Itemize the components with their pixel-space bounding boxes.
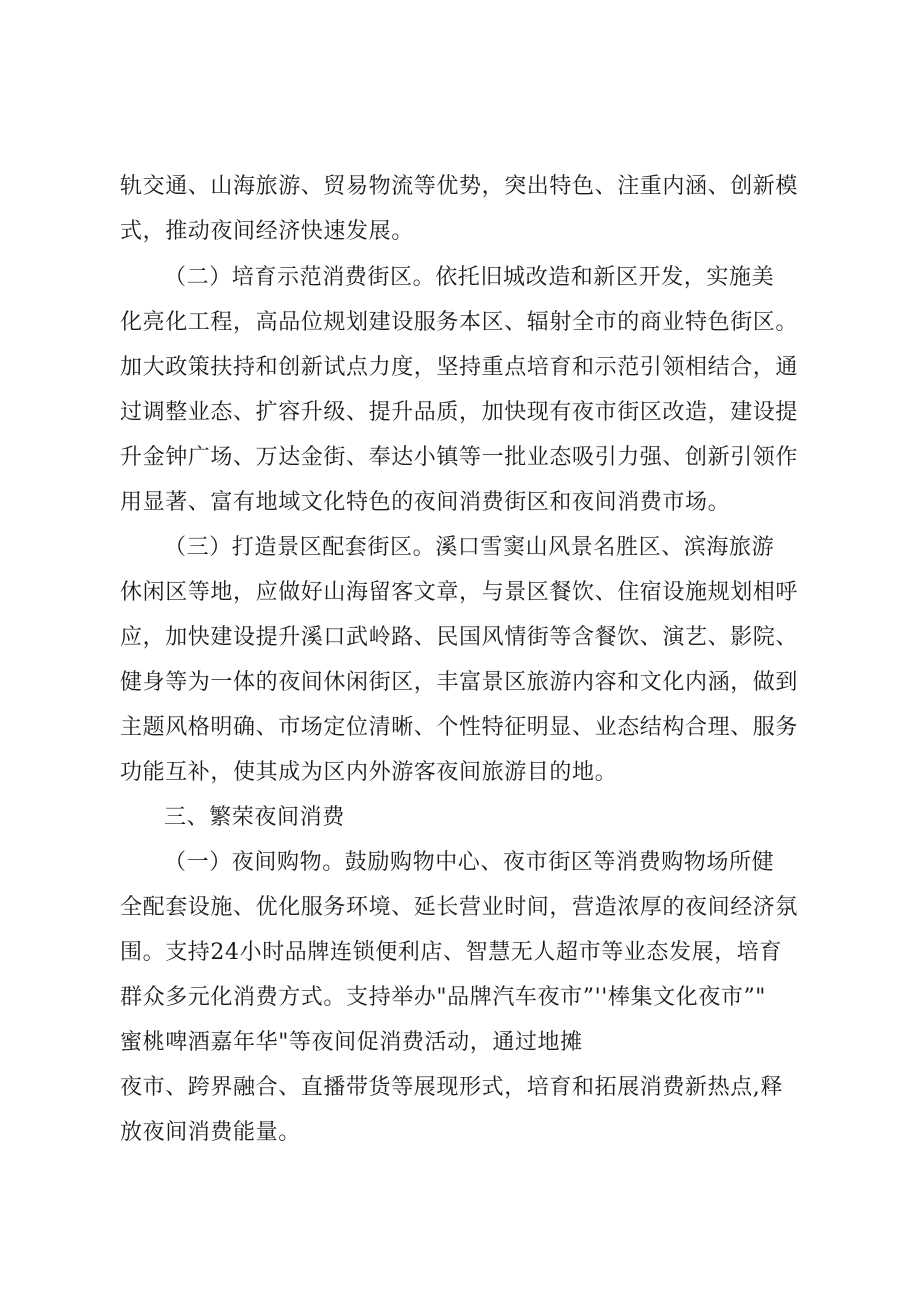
text-line: 用显著、富有地域文化特色的夜间消费街区和夜间消费市场。	[120, 490, 731, 515]
text-line: （二）培育示范消费街区。依托旧城改造和新区开发，实施美	[164, 265, 775, 290]
text-line: 群众多元化消费方式。支持举办"品牌汽车夜市”''棒集文化夜市”"	[120, 985, 767, 1010]
text-line: （三）打造景区配套街区。溪口雪窦山风景名胜区、滨海旅游	[164, 535, 775, 560]
text-line: 健身等为一体的夜间休闲街区，丰富景区旅游内容和文化内涵，做到	[120, 670, 799, 695]
text-line: 蜜桃啤酒嘉年华"等夜间促消费活动，通过地摊	[120, 1030, 583, 1055]
text-line: （一）夜间购物。鼓励购物中心、夜市街区等消费购物场所健	[164, 850, 775, 875]
text-line: 放夜间消费能量。	[120, 1120, 301, 1145]
text-line: 休闲区等地，应做好山海留客文章，与景区餐饮、住宿设施规划相呼	[120, 580, 799, 605]
text-line: 功能互补，使其成为区内外游客夜间旅游目的地。	[120, 760, 618, 785]
text-line: 围。支持24小时品牌连锁便利店、智慧无人超市等业态发展，培育	[120, 940, 782, 965]
text-line: 式，推动夜间经济快速发展。	[120, 219, 414, 244]
text-line: 轨交通、山海旅游、贸易物流等优势，突出特色、注重内涵、创新模	[120, 174, 799, 199]
text-line: 全配套设施、优化服务环境、延长营业时间，营造浓厚的夜间经济氛	[120, 895, 799, 920]
text-line: 过调整业态、扩容升级、提升品质，加快现有夜市街区改造，建设提	[120, 400, 799, 425]
text-line: 应，加快建设提升溪口武岭路、民国风情街等含餐饮、演艺、影院、	[120, 625, 799, 650]
text-line: 加大政策扶持和创新试点力度，坚持重点培育和示范引领相结合，通	[120, 355, 799, 380]
text-line: 主题风格明确、市场定位清晰、个性特征明显、业态结构合理、服务	[120, 715, 799, 740]
text-line: 升金钟广场、万达金街、奉达小镇等一批业态吸引力强、创新引领作	[120, 445, 799, 470]
section-heading: 三、繁荣夜间消费	[164, 805, 345, 830]
text-line: 夜市、跨界融合、直播带货等展现形式，培育和拓展消费新热点,释	[120, 1075, 783, 1100]
text-line: 化亮化工程，高品位规划建设服务本区、辐射全市的商业特色街区。	[120, 310, 799, 335]
